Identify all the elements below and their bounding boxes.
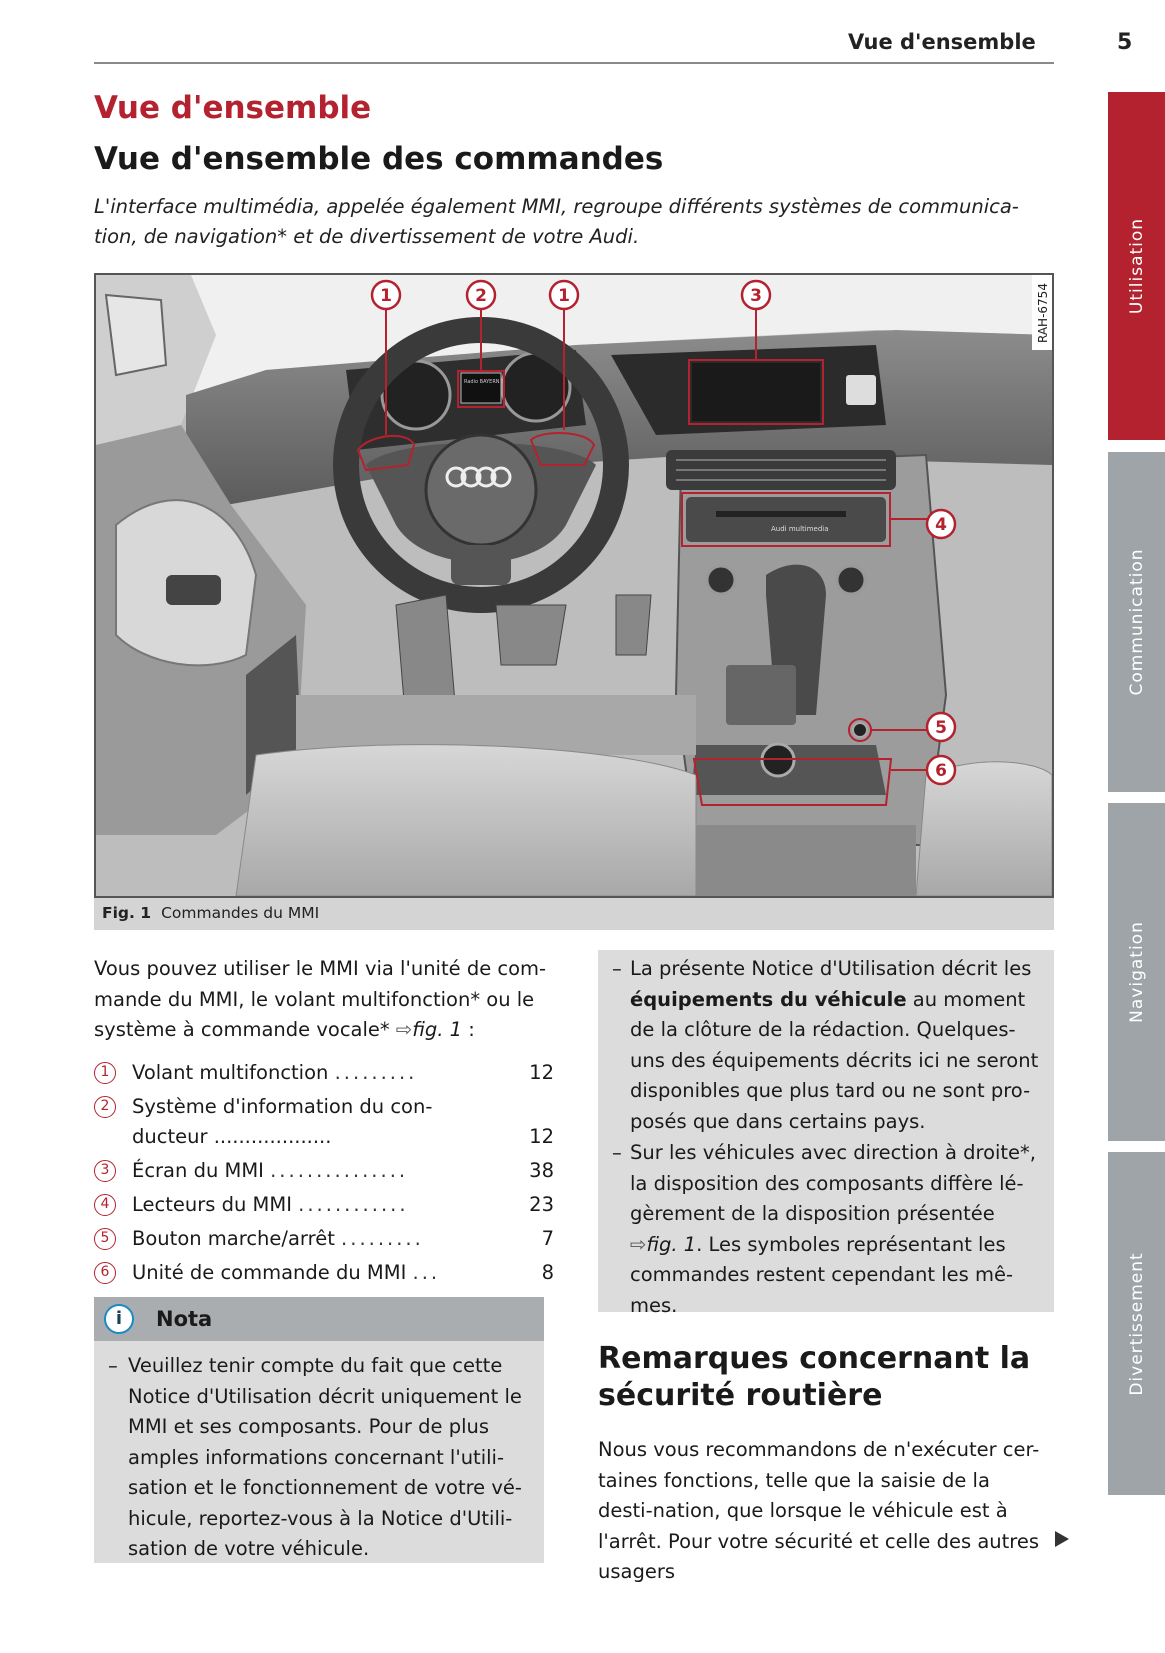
- info-text: Sur les véhicules avec direction à droite*, la disposition des composants diffère lé-gèrement de la disposition présentée: [630, 1141, 1037, 1225]
- safety-title: Remarques concernant la sécurité routière: [598, 1341, 1031, 1413]
- note-body: [108, 1351, 528, 1565]
- callout-6: 6: [935, 761, 947, 781]
- header-rule: [94, 62, 1054, 64]
- usage-colon: :: [462, 1018, 475, 1041]
- side-tab-label: Utilisation: [1126, 217, 1147, 315]
- list-item: [94, 1056, 554, 1090]
- side-tab-label: Communication: [1126, 548, 1147, 696]
- item-number: 6: [94, 1262, 116, 1284]
- info-box: [598, 950, 1054, 1317]
- callout-4: 4: [935, 515, 947, 535]
- continue-arrow-icon: [1055, 1531, 1069, 1547]
- item-number: 1: [94, 1062, 116, 1084]
- subsection-title: Vue d'ensemble des commandes: [94, 141, 664, 177]
- usage-paragraph: [94, 954, 554, 1046]
- intro-paragraph: L'interface multimédia, appelée également MMI, regroupe différents systèmes de communica-tion, de navigation* et de divertissement de votre Audi.: [94, 195, 1019, 248]
- note-header: [94, 1297, 544, 1341]
- info-item: [612, 954, 1042, 1137]
- callout-1-right: 1: [558, 286, 570, 306]
- figure-caption: [94, 898, 1054, 930]
- list-item: [94, 1090, 554, 1154]
- reference-arrow-icon: ⇨: [395, 1018, 413, 1041]
- leader-dots: ...............: [270, 1159, 409, 1182]
- item-number: 4: [94, 1194, 116, 1216]
- callout-3: 3: [750, 286, 762, 306]
- item-label: Bouton marche/arrêt: [132, 1227, 335, 1250]
- dashboard-illustration: [96, 275, 1052, 896]
- usage-text: Vous pouvez utiliser le MMI via l'unité de com-mande du MMI, le volant multifonction* ou le système à commande vocale*: [94, 957, 547, 1041]
- item-label: Système d'information du con-: [132, 1095, 433, 1118]
- item-label-continued: ducteur: [132, 1125, 208, 1148]
- reference-arrow-icon: ⇨: [630, 1232, 647, 1256]
- bullet-dash: –: [612, 957, 622, 980]
- figure-reference-link[interactable]: fig. 1: [646, 1232, 697, 1256]
- safety-paragraph: Nous vous recommandons de n'exécuter cer-taines fonctions, telle que la saisie de la desti-nation, que lorsque le véhicule est à l'arrêt. Pour votre sécurité et celle des autres usagers: [598, 1438, 1040, 1583]
- leader-dots: ............: [298, 1193, 409, 1216]
- figure-code: RAH-6754: [1036, 283, 1050, 343]
- item-number: 5: [94, 1228, 116, 1250]
- note-title: Nota: [156, 1307, 213, 1331]
- item-page[interactable]: 7: [541, 1227, 554, 1250]
- item-page[interactable]: 23: [529, 1193, 554, 1216]
- info-bold-text: équipements du véhicule: [630, 987, 907, 1011]
- info-text: au moment de la clôture de la rédaction. Quelques-uns des équipements décrits ici ne seront disponibles que plus tard ou ne sont pro-posés que dans certains pays.: [630, 987, 1039, 1133]
- bullet-dash: –: [612, 1141, 622, 1164]
- leader-dots: ...................: [213, 1125, 332, 1148]
- item-page[interactable]: 12: [529, 1125, 554, 1148]
- list-item: [94, 1222, 554, 1256]
- section-title: Vue d'ensemble: [94, 90, 372, 126]
- item-label: Écran du MMI: [132, 1159, 264, 1182]
- list-item: [94, 1256, 554, 1290]
- info-item: [612, 1138, 1042, 1321]
- leader-dots: ...: [412, 1261, 441, 1284]
- item-label: Volant multifonction: [132, 1061, 329, 1084]
- info-icon: i: [104, 1304, 134, 1334]
- controls-list: [94, 1056, 554, 1290]
- item-page[interactable]: 38: [529, 1159, 554, 1182]
- item-label: Unité de commande du MMI: [132, 1261, 407, 1284]
- side-tab-communication[interactable]: [1108, 452, 1165, 792]
- item-number: 2: [94, 1096, 116, 1118]
- drive-label: Audi multimedia: [771, 525, 829, 533]
- item-page[interactable]: 8: [541, 1261, 554, 1284]
- side-tab-divertissement[interactable]: [1108, 1152, 1165, 1495]
- info-text: La présente Notice d'Utilisation décrit les: [630, 957, 1032, 980]
- leader-dots: .........: [334, 1061, 418, 1084]
- callout-2: 2: [475, 286, 487, 306]
- note-text: Veuillez tenir compte du fait que cette Notice d'Utilisation décrit uniquement le MMI et ses composants. Pour de plus amples informations concernant l'utili-sation et le fonctionnement de votre vé-hicule, reportez-vous à la Notice d'Utili-sation de votre véhicule.: [128, 1354, 522, 1560]
- leader-dots: .........: [341, 1227, 424, 1250]
- side-tab-label: Navigation: [1126, 921, 1147, 1023]
- callout-5: 5: [935, 718, 947, 738]
- info-text: . Les symboles représentant les commandes restent cependant les mê-mes.: [630, 1232, 1014, 1317]
- side-tab-label: Divertissement: [1126, 1251, 1147, 1396]
- figure-caption-text: Commandes du MMI: [161, 904, 320, 922]
- dashboard-figure: [94, 273, 1054, 898]
- item-number: 3: [94, 1160, 116, 1182]
- side-tab-navigation[interactable]: [1108, 803, 1165, 1141]
- figure-caption-label: Fig. 1: [102, 904, 152, 922]
- list-item: [94, 1154, 554, 1188]
- item-label: Lecteurs du MMI: [132, 1193, 292, 1216]
- item-page[interactable]: 12: [529, 1061, 554, 1084]
- bullet-dash: –: [108, 1354, 118, 1377]
- callout-1-left: 1: [380, 286, 392, 306]
- list-item: [94, 1188, 554, 1222]
- side-tab-utilisation[interactable]: [1108, 92, 1165, 440]
- running-header-title: Vue d'ensemble: [848, 30, 1036, 54]
- page-number: 5: [1117, 30, 1133, 55]
- figure-reference-link[interactable]: fig. 1: [412, 1018, 462, 1041]
- note-box: [94, 1297, 544, 1563]
- cluster-screen-label: Radio BAYERN 3: [464, 379, 505, 385]
